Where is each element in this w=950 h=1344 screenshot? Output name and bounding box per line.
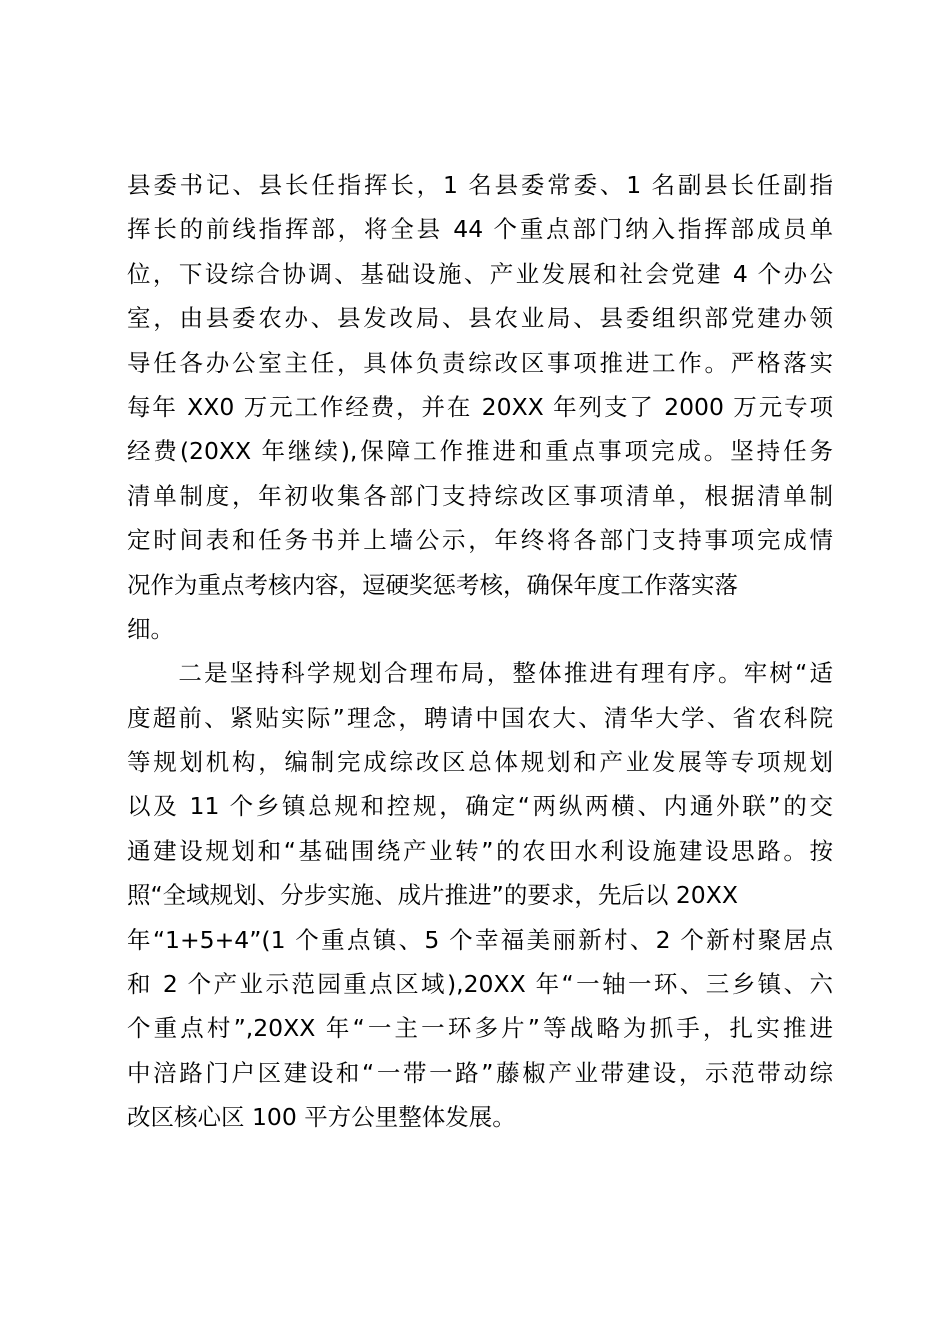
- paragraph-end-line: 改区核心区 100 平方公里整体发展。: [127, 1103, 516, 1132]
- text-line: 中涪路门户区建设和“一带一路”藤椒产业带建设，示范带动综: [127, 1058, 833, 1087]
- text-line: 定时间表和任务书并上墙公示，年终将各部门支持事项完成情: [127, 526, 833, 555]
- text-line: 和 2 个产业示范园重点区域),20XX 年“一轴一环、三乡镇、六: [127, 970, 833, 999]
- text-line: 经费(20XX 年继续),保障工作推进和重点事项完成。坚持任务: [127, 437, 833, 466]
- text-line: 照“全域规划、分步实施、成片推进”的要求，先后以 20XX: [127, 881, 738, 910]
- text-line: 室，由县委农办、县发改局、县农业局、县委组织部党建办领: [127, 304, 833, 333]
- text-line: 个重点村”,20XX 年“一主一环多片”等战略为抓手，扎实推进: [127, 1014, 833, 1043]
- text-line: 每年 XX0 万元工作经费，并在 20XX 年列支了 2000 万元专项: [127, 392, 833, 421]
- paragraph-end-line: 细。: [127, 614, 174, 643]
- text-line: 年“1+5+4”(1 个重点镇、5 个幸福美丽新村、2 个新村聚居点: [127, 925, 833, 954]
- text-line: 等规划机构，编制完成综改区总体规划和产业发展等专项规划: [127, 748, 833, 777]
- text-line: 县委书记、县长任指挥长，1 名县委常委、1 名副县长任副指: [127, 171, 833, 199]
- document-body: [127, 163, 833, 1140]
- text-line: 位，下设综合协调、基础设施、产业发展和社会党建 4 个办公: [127, 259, 833, 288]
- text-line: 度超前、紧贴实际”理念，聘请中国农大、清华大学、省农科院: [127, 703, 833, 732]
- text-line: 挥长的前线指挥部，将全县 44 个重点部门纳入指挥部成员单: [127, 215, 833, 244]
- paragraph-start-line: 二是坚持科学规划合理布局，整体推进有理有序。牢树“适: [127, 659, 833, 688]
- text-line: 通建设规划和“基础围绕产业转”的农田水利设施建设思路。按: [127, 836, 833, 865]
- text-line: 导任各办公室主任，具体负责综改区事项推进工作。严格落实: [127, 348, 833, 377]
- text-line: 以及 11 个乡镇总规和控规，确定“两纵两横、内通外联”的交: [127, 792, 833, 821]
- text-line: 况作为重点考核内容，逗硬奖惩考核，确保年度工作落实落: [127, 570, 738, 599]
- text-line: 清单制度，年初收集各部门支持综改区事项清单，根据清单制: [127, 481, 833, 510]
